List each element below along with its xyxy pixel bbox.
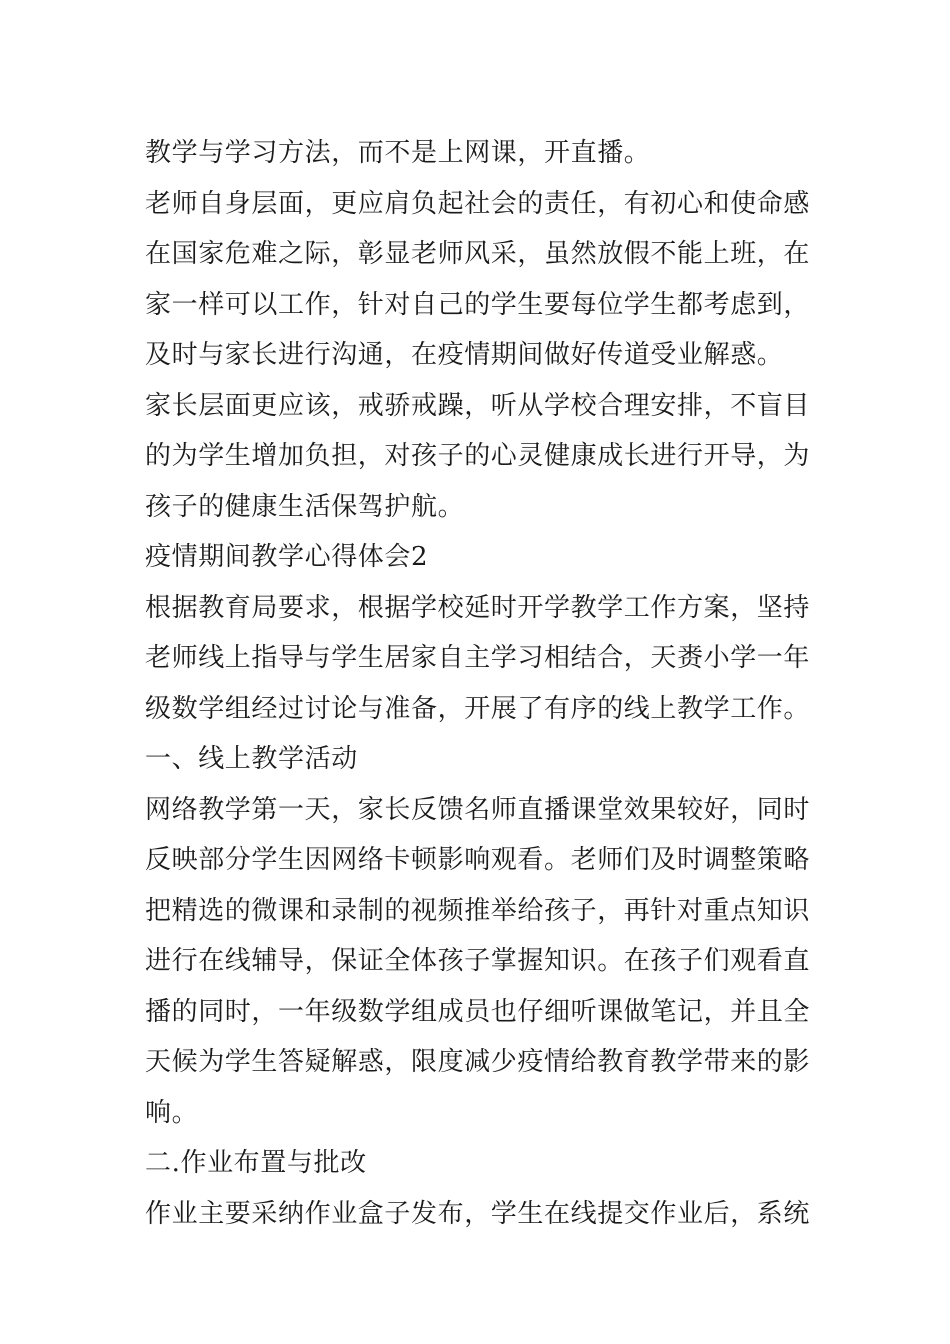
section-heading: 二.作业布置与批改 [145, 1148, 367, 1178]
paragraph: 网络教学第一天，家长反馈名师直播课堂效果较好，同时反映部分学生因网络卡顿影响观看。老师们及时调整策略把精选的微课和录制的视频推举给孩子，再针对重点知识进行在线辅导，保证全体孩子掌握知识。在孩子们观看直播的同时，一年级数学组成员也仔细听课做笔记，并且全天候为学生答疑解惑，限度减少疫情给教育教学带来的影响。 [145, 794, 811, 1128]
paragraph: 教学与学习方法，而不是上网课，开直播。 [145, 138, 651, 168]
section-heading: 疫情期间教学心得体会2 [145, 542, 429, 572]
paragraph: 老师自身层面，更应肩负起社会的责任，有初心和使命感在国家危难之际，彰显老师风采，虽然放假不能上班，在家一样可以工作，针对自己的学生要每位学生都考虑到，及时与家长进行沟通，在疫情期间做好传道受业解惑。 [145, 188, 811, 370]
paragraph: 作业主要采纳作业盒子发布，学生在线提交作业后，系统 [145, 1198, 811, 1229]
section-heading: 一、线上教学活动 [145, 744, 358, 774]
document-body [145, 128, 810, 1239]
paragraph: 家长层面更应该，戒骄戒躁，听从学校合理安排，不盲目的为学生增加负担，对孩子的心灵健康成长进行开导，为孩子的健康生活保驾护航。 [145, 390, 811, 522]
paragraph: 根据教育局要求，根据学校延时开学教学工作方案，坚持老师线上指导与学生居家自主学习相结合，天赉小学一年级数学组经过讨论与准备，开展了有序的线上教学工作。 [145, 592, 811, 724]
